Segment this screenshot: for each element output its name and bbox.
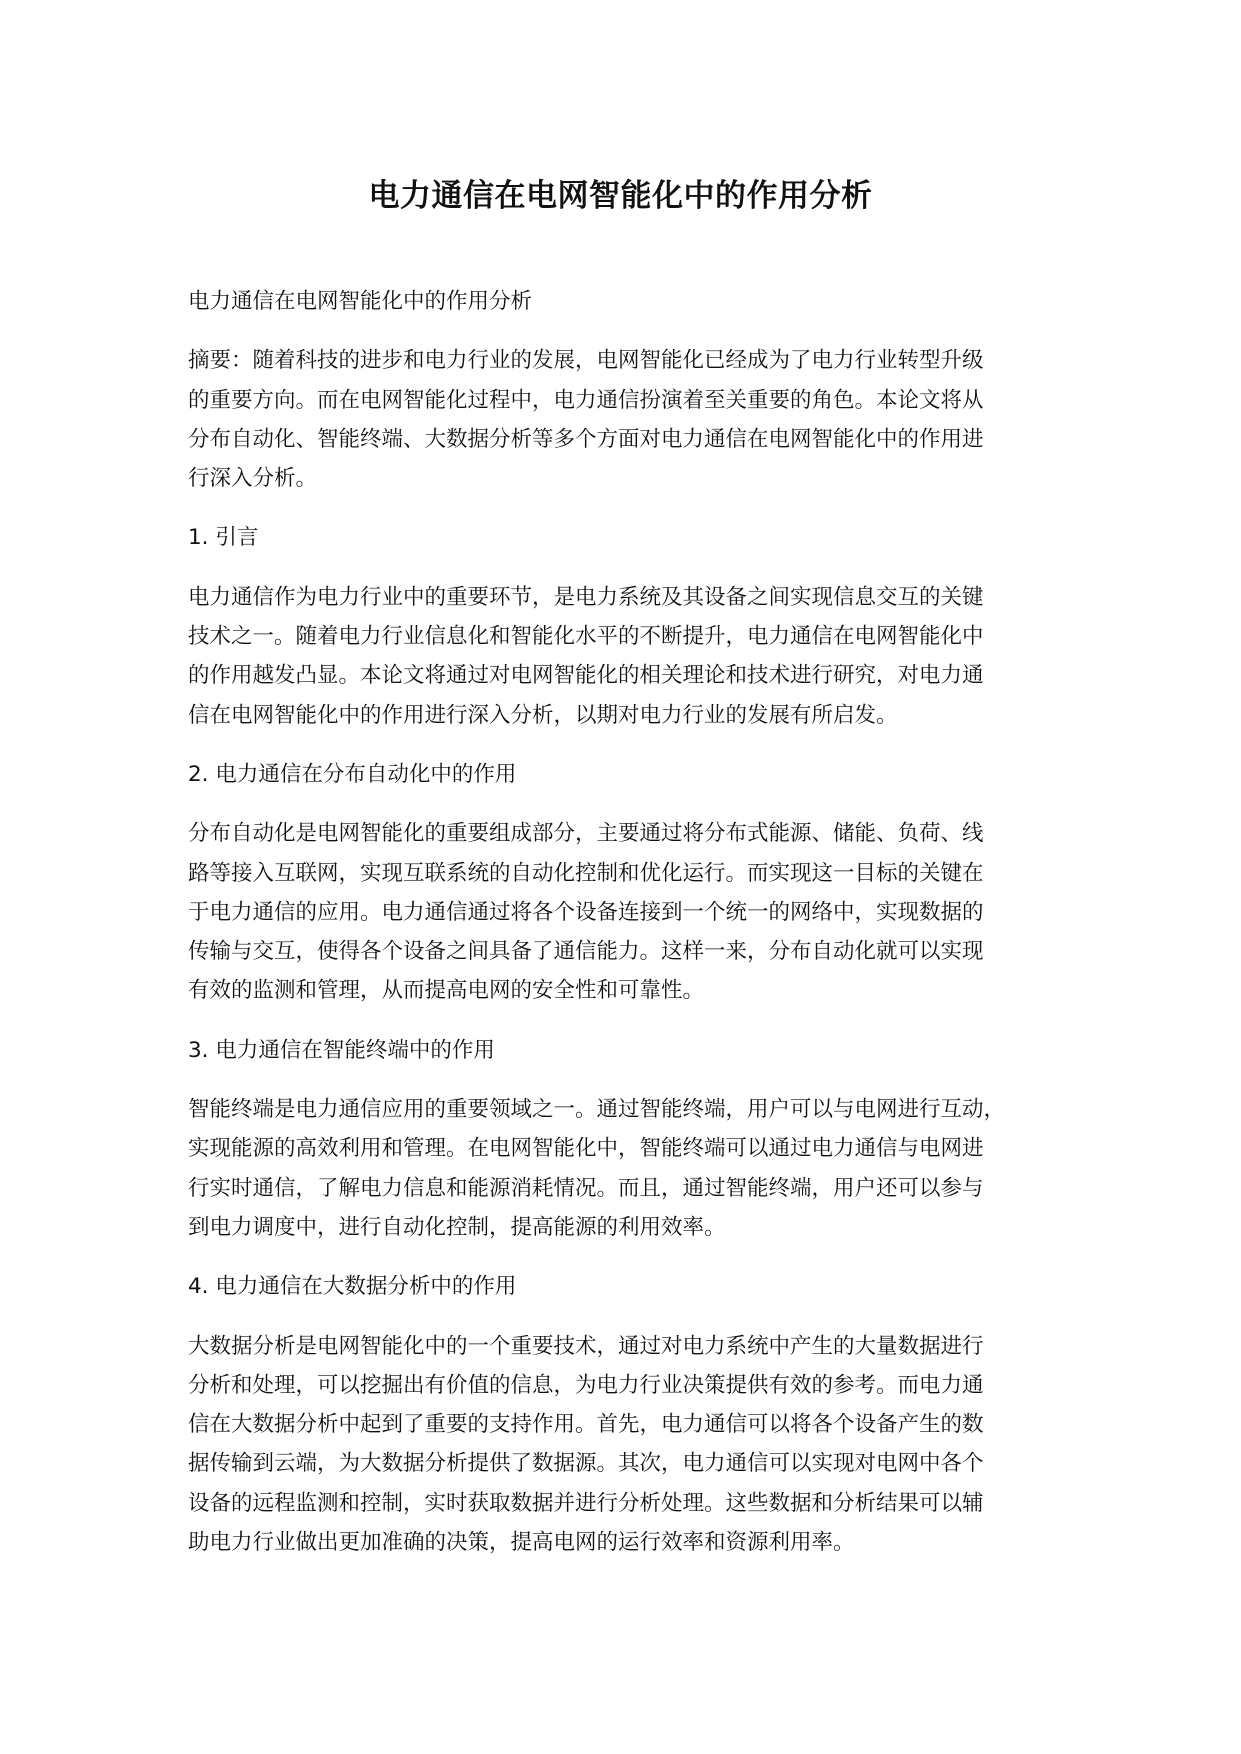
text-line: 电力通信作为电力行业中的重要环节，是电力系统及其设备之间实现信息交互的关键: [188, 584, 984, 610]
text-line: 设备的远程监测和控制，实时获取数据并进行分析处理。这些数据和分析结果可以辅: [188, 1490, 984, 1516]
section-4-paragraph: [188, 1327, 1068, 1563]
text-line: 据传输到云端，为大数据分析提供了数据源。其次，电力通信可以实现对电网中各个: [188, 1451, 984, 1477]
text-line: 传输与交互，使得各个设备之间具备了通信能力。这样一来，分布自动化就可以实现: [188, 939, 984, 965]
section-1-paragraph: [188, 578, 1068, 735]
text-line: 到电力调度中，进行自动化控制，提高能源的利用效率。: [188, 1214, 726, 1240]
text-line: 摘要：随着科技的进步和电力行业的发展，电网智能化已经成为了电力行业转型升级: [188, 348, 984, 374]
text-line: 行实时通信，了解电力信息和能源消耗情况。而且，通过智能终端，用户还可以参与: [188, 1175, 984, 1201]
text-line: 智能终端是电力通信应用的重要领域之一。通过智能终端，用户可以与电网进行互动，: [188, 1097, 1006, 1123]
document-body: [188, 282, 1068, 1582]
text-line: 信在电网智能化中的作用进行深入分析，以期对电力行业的发展有所启发。: [188, 702, 898, 728]
section-2-paragraph: [188, 814, 1068, 1010]
text-line: 于电力通信的应用。电力通信通过将各个设备连接到一个统一的网络中，实现数据的: [188, 899, 984, 925]
text-line: 路等接入互联网，实现互联系统的自动化控制和优化运行。而实现这一目标的关键在: [188, 860, 984, 886]
section-3-paragraph: [188, 1090, 1068, 1247]
document-subtitle: 电力通信在电网智能化中的作用分析: [188, 289, 533, 314]
section-1-heading: 1. 引言: [188, 525, 259, 551]
text-line: 大数据分析是电网智能化中的一个重要技术，通过对电力系统中产生的大量数据进行: [188, 1333, 984, 1359]
text-line: 分布自动化、智能终端、大数据分析等多个方面对电力通信在电网智能化中的作用进: [188, 426, 984, 452]
text-line: 分布自动化是电网智能化的重要组成部分，主要通过将分布式能源、储能、负荷、线: [188, 821, 984, 847]
text-line: 分析和处理，可以挖掘出有价值的信息，为电力行业决策提供有效的参考。而电力通: [188, 1372, 984, 1398]
section-2-heading: 2. 电力通信在分布自动化中的作用: [188, 761, 517, 787]
text-line: 技术之一。随着电力行业信息化和智能化水平的不断提升，电力通信在电网智能化中: [188, 624, 984, 650]
section-3-heading: 3. 电力通信在智能终端中的作用: [188, 1037, 495, 1063]
text-line: 实现能源的高效利用和管理。在电网智能化中，智能终端可以通过电力通信与电网进: [188, 1136, 984, 1162]
text-line: 信在大数据分析中起到了重要的支持作用。首先，电力通信可以将各个设备产生的数: [188, 1412, 984, 1438]
text-line: 行深入分析。: [188, 466, 318, 492]
text-line: 助电力行业做出更加准确的决策，提高电网的运行效率和资源利用率。: [188, 1530, 855, 1556]
text-line: 的重要方向。而在电网智能化过程中，电力通信扮演着至关重要的角色。本论文将从: [188, 387, 984, 413]
document-title: 电力通信在电网智能化中的作用分析: [368, 178, 873, 214]
text-line: 的作用越发凸显。本论文将通过对电网智能化的相关理论和技术进行研究，对电力通: [188, 663, 984, 689]
text-line: 有效的监测和管理，从而提高电网的安全性和可靠性。: [188, 978, 705, 1004]
abstract-paragraph: [188, 341, 1068, 498]
section-4-heading: 4. 电力通信在大数据分析中的作用: [188, 1274, 517, 1300]
